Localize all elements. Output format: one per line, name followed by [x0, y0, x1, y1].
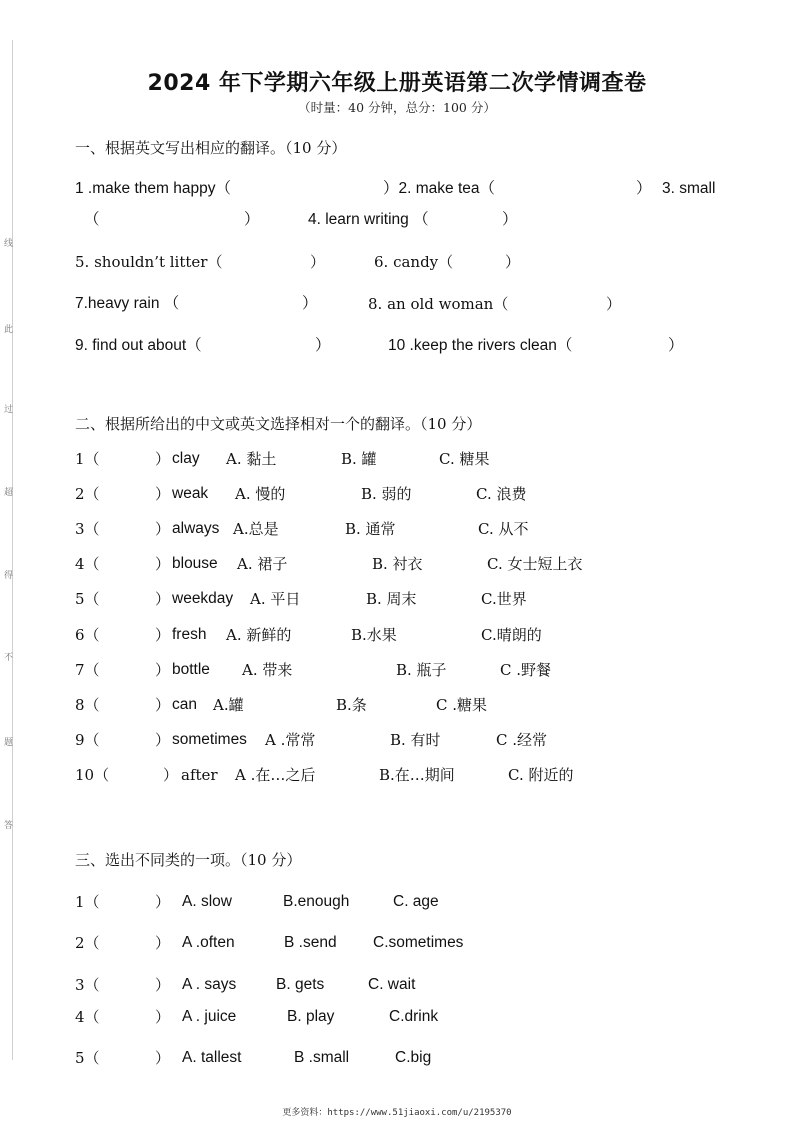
s2-opt-b: B.在…期间	[379, 766, 455, 784]
s2-close: ）	[155, 590, 171, 608]
s3-opt-b: B .small	[294, 1049, 350, 1066]
s3-opt-b: B. gets	[276, 976, 325, 993]
s1-item: ）	[302, 295, 318, 312]
s2-close: ）	[155, 450, 171, 468]
s2-opt-b: B. 衬衣	[372, 555, 423, 573]
s2-opt-a: A .常常	[265, 731, 316, 749]
s2-row	[0, 519, 794, 541]
section3-heading: 三、选出不同类的一项。（10 分）	[75, 851, 302, 869]
s2-num: 9（	[75, 731, 100, 749]
s3-opt-c: C. wait	[368, 976, 416, 993]
s3-close: ）	[155, 976, 171, 994]
s1-item: 6. candy（	[374, 253, 454, 271]
s1-item: ）	[502, 211, 518, 228]
s1-item: （	[84, 211, 100, 228]
s3-close: ）	[155, 1049, 171, 1067]
section1-line	[0, 179, 794, 201]
s2-opt-a: A.总是	[233, 520, 279, 538]
s2-opt-b: B.条	[336, 696, 367, 714]
s1-item: ）	[606, 295, 622, 313]
s3-close: ）	[155, 1008, 171, 1026]
s2-row	[0, 765, 794, 787]
s1-item: 7.heavy rain （	[75, 295, 180, 312]
s3-opt-a: A .often	[182, 934, 235, 951]
page-title: 2024 年下学期六年级上册英语第二次学情调查卷	[147, 71, 647, 96]
s3-row	[0, 1048, 794, 1070]
margin-char: 不	[4, 653, 14, 663]
s2-word: bottle	[172, 661, 210, 678]
s2-close: ）	[155, 661, 171, 679]
s2-word: clay	[172, 450, 200, 467]
s2-num: 7（	[75, 661, 100, 679]
s2-num: 10（	[75, 766, 110, 784]
page-subtitle: （时量：40 分钟，总分：100 分）	[298, 100, 496, 115]
s2-opt-a: A. 裙子	[237, 555, 288, 573]
s2-num: 3（	[75, 520, 100, 538]
s2-row	[0, 625, 794, 647]
section1-line	[0, 210, 794, 232]
s2-num: 5（	[75, 590, 100, 608]
s2-opt-c: C .野餐	[500, 661, 552, 679]
s1-item: 5. shouldn’t litter（	[75, 253, 223, 271]
section1-heading: 一、根据英文写出相应的翻译。（10 分）	[75, 139, 347, 157]
s2-row	[0, 589, 794, 611]
s2-opt-a: A. 带来	[242, 661, 293, 679]
s1-item: ）	[636, 180, 652, 197]
s2-row	[0, 554, 794, 576]
s3-opt-c: C.big	[395, 1049, 432, 1066]
s2-opt-b: B. 周末	[366, 590, 417, 608]
s2-word: blouse	[172, 555, 218, 572]
s2-opt-c: C. 糖果	[439, 450, 490, 468]
margin-char: 超	[4, 488, 14, 498]
s2-num: 4（	[75, 555, 100, 573]
section2-heading: 二、根据所给出的中文或英文选择相对一个的翻译。（10 分）	[75, 415, 482, 433]
s2-opt-a: A. 平日	[250, 590, 301, 608]
s2-word: after	[181, 766, 218, 784]
section1-line	[0, 294, 794, 316]
s3-opt-c: C.drink	[389, 1008, 439, 1025]
s2-opt-c: C.世界	[481, 590, 527, 608]
s2-word: always	[172, 520, 220, 537]
s3-row	[0, 892, 794, 914]
s1-item: ）	[315, 337, 331, 354]
s2-close: ）	[163, 766, 179, 784]
s2-opt-c: C. 从不	[478, 520, 529, 538]
s2-row	[0, 660, 794, 682]
footer-link[interactable]: 更多资料：https://www.51jiaoxi.com/u/2195370	[282, 1108, 512, 1118]
s3-close: ）	[155, 893, 171, 911]
s2-opt-a: A .在…之后	[235, 766, 316, 784]
s1-item: 1 .make them happy（	[75, 180, 231, 197]
s2-row	[0, 695, 794, 717]
s2-word: weekday	[172, 590, 234, 607]
s2-opt-a: A. 黏土	[226, 450, 277, 468]
s1-item: ）	[310, 253, 326, 271]
s3-num: 1（	[75, 893, 100, 911]
s2-opt-c: C .经常	[496, 731, 548, 749]
s3-num: 3（	[75, 976, 100, 994]
s2-opt-b: B. 弱的	[361, 485, 412, 503]
s1-item: ）2. make tea（	[383, 180, 495, 197]
s2-word: fresh	[172, 626, 207, 643]
s2-num: 6（	[75, 626, 100, 644]
s2-word: can	[172, 696, 197, 713]
s2-opt-c: C. 附近的	[508, 766, 574, 784]
s2-opt-c: C .糖果	[436, 696, 488, 714]
s3-num: 4（	[75, 1008, 100, 1026]
s2-opt-c: C. 女士短上衣	[487, 555, 583, 573]
s3-opt-a: A. slow	[182, 893, 232, 910]
s2-opt-b: B. 瓶子	[396, 661, 447, 679]
s3-row	[0, 933, 794, 955]
s1-item: 8. an old woman（	[368, 295, 509, 313]
s3-opt-c: C.sometimes	[373, 934, 464, 951]
margin-char: 答	[4, 821, 14, 831]
s3-row	[0, 1007, 794, 1029]
s2-word: weak	[172, 485, 209, 502]
s2-opt-a: A.罐	[213, 696, 244, 714]
s2-close: ）	[155, 555, 171, 573]
section1-line	[0, 336, 794, 358]
s2-close: ）	[155, 731, 171, 749]
s2-row	[0, 730, 794, 752]
s1-item: 3. small	[662, 180, 716, 197]
s3-opt-b: B .send	[284, 934, 337, 951]
s2-close: ）	[155, 520, 171, 538]
s2-word: sometimes	[172, 731, 247, 748]
s3-num: 5（	[75, 1049, 100, 1067]
s2-opt-b: B. 通常	[345, 520, 396, 538]
s3-close: ）	[155, 934, 171, 952]
s3-opt-b: B. play	[287, 1008, 335, 1025]
s2-num: 2（	[75, 485, 100, 503]
s2-opt-b: B. 有时	[390, 731, 441, 749]
s2-close: ）	[155, 626, 171, 644]
s2-opt-b: B.水果	[351, 626, 397, 644]
s2-opt-a: A. 慢的	[235, 485, 286, 503]
margin-char: 过	[4, 405, 14, 415]
s1-item: 9. find out about（	[75, 337, 202, 354]
s3-opt-a: A. tallest	[182, 1049, 242, 1066]
s1-item: ）	[668, 337, 684, 354]
s2-opt-c: C.晴朗的	[481, 626, 542, 644]
s2-num: 8（	[75, 696, 100, 714]
margin-char: 得	[4, 571, 14, 581]
s1-item: 10 .keep the rivers clean（	[388, 337, 573, 354]
s2-opt-c: C. 浪费	[476, 485, 527, 503]
s3-opt-c: C. age	[393, 893, 439, 910]
s2-close: ）	[155, 696, 171, 714]
margin-char: 线	[4, 239, 14, 249]
s3-opt-a: A . juice	[182, 1008, 237, 1025]
s1-item: ）	[244, 211, 260, 228]
s2-row	[0, 449, 794, 471]
s3-opt-a: A . says	[182, 976, 237, 993]
s3-num: 2（	[75, 934, 100, 952]
s2-close: ）	[155, 485, 171, 503]
s1-item: ）	[505, 253, 521, 271]
section1-line	[0, 252, 794, 274]
s2-opt-a: A. 新鲜的	[226, 626, 292, 644]
s1-item: 4. learn writing （	[308, 211, 429, 228]
s2-row	[0, 484, 794, 506]
s2-opt-b: B. 罐	[341, 450, 377, 468]
margin-char: 此	[4, 325, 14, 335]
margin-char: 题	[4, 738, 14, 748]
s3-row	[0, 975, 794, 997]
s2-num: 1（	[75, 450, 100, 468]
s3-opt-b: B.enough	[283, 893, 350, 910]
